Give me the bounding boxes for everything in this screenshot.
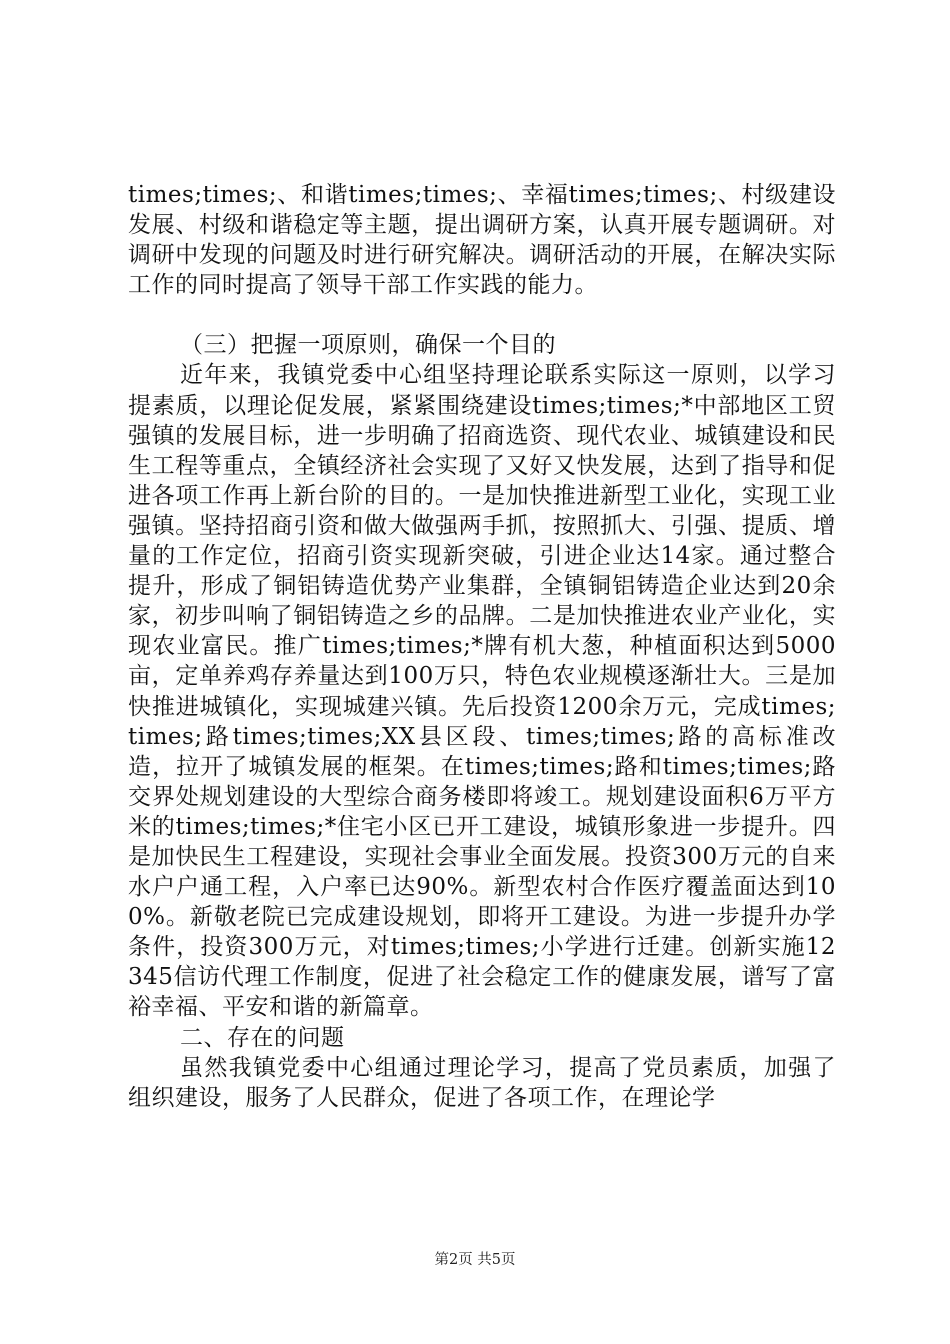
section-heading-problems: 二、存在的问题 — [180, 1024, 345, 1051]
paragraph-problems: 虽然我镇党委中心组通过理论学习，提高了党员素质，加强了组织建设，服务了人民群众，促进了各项工作，在理论学 — [128, 1054, 836, 1111]
paragraph-continuation: times;times;、和谐times;times;、幸福times;times;、村级建设发展、村级和谐稳定等主题，提出调研方案，认真开展专题调研。对调研中发现的问题及时进行研究解决。调研活动的开展，在解决实际工作的同时提高了领导干部工作实践的能力。 — [128, 182, 836, 299]
paragraph-body: 近年来，我镇党委中心组坚持理论联系实际这一原则，以学习提素质，以理论促发展，紧紧围绕建设times;times;*中部地区工贸强镇的发展目标，进一步明确了招商选资、现代农业、城镇建设和民生工程等重点，全镇经济社会实现了又好又快发展，达到了指导和促进各项工作再上新台阶的目的。一是加快推进新型工业化，实现工业强镇。坚持招商引资和做大做强两手抓，按照抓大、引强、提质、增量的工作定位，招商引资实现新突破，引进企业达14家。通过整合提升，形成了铜铝铸造优势产业集群，全镇铜铝铸造企业达到20余家，初步叫响了铜铝铸造之乡的品牌。二是加快推进农业产业化，实现农业富民。推广times;times;*牌有机大葱，种植面积达到5000亩，定单养鸡存养量达到100万只，特色农业规模逐渐壮大。三是加快推进城镇化，实现城建兴镇。先后投资1200余万元，完成times;times;路times;times;XX县区段、times;times;路的高标准改造，拉开了城镇发展的框架。在times;times;路和times;times;路交界处规划建设的大型综合商务楼即将竣工。规划建设面积6万平方米的times;times;*住宅小区已开工建设，城镇形象进一步提升。四是加快民生工程建设，实现社会事业全面发展。投资300万元的自来水户户通工程，入户率已达90%。新型农村合作医疗覆盖面达到100%。新敬老院已完成建设规划，即将开工建设。为进一步提升办学条件，投资300万元，对times;times;小学进行迁建。创新实施12345信访代理工作制度，促进了社会稳定工作的健康发展，谱写了富裕幸福、平安和谐的新篇章。 — [128, 362, 836, 1021]
document-body — [128, 180, 836, 1113]
page-footer: 第2页 共5页 — [434, 1252, 516, 1268]
section-heading-three: （三）把握一项原则，确保一个目的 — [180, 332, 556, 359]
